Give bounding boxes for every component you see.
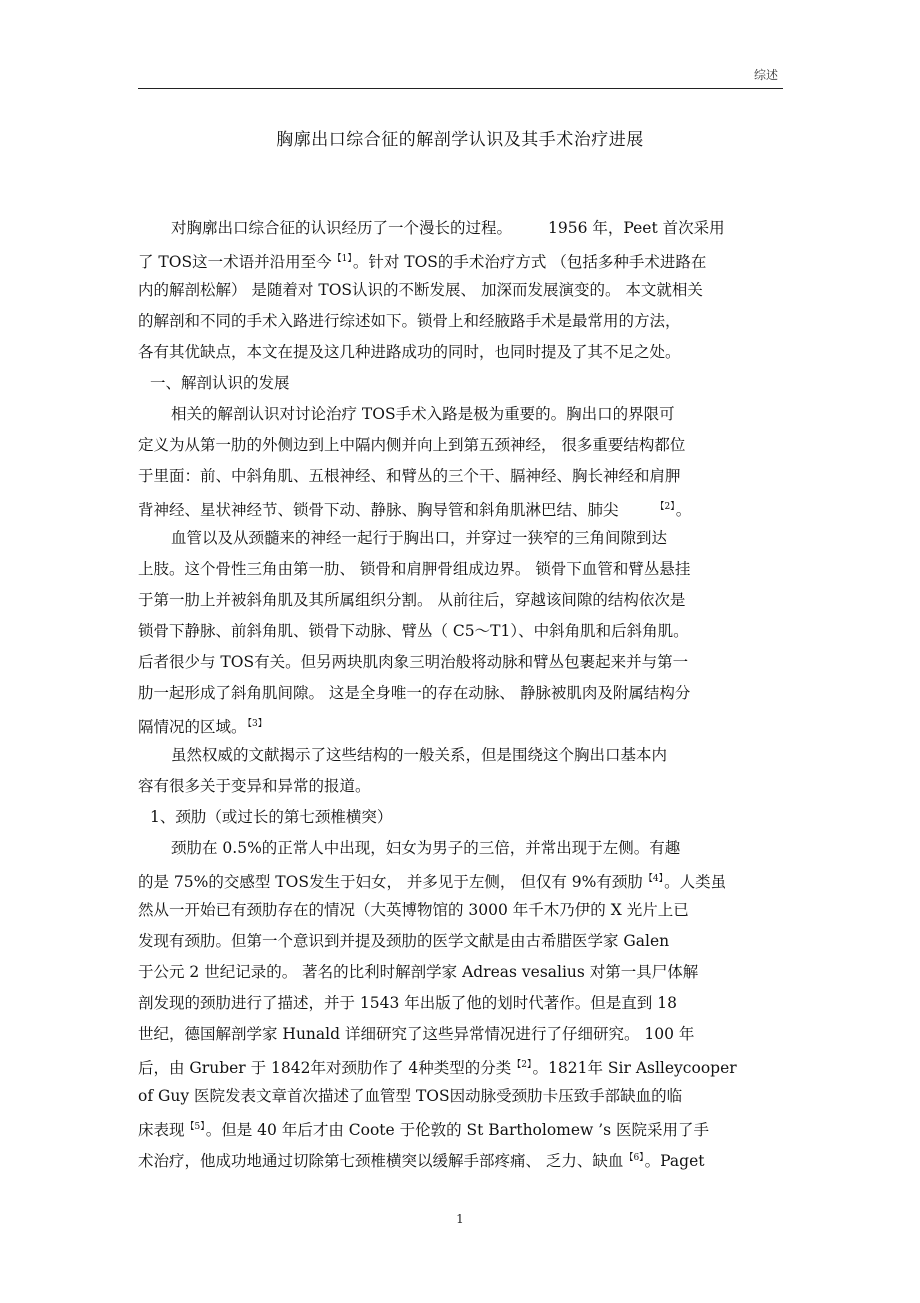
body-line xyxy=(138,1112,783,1143)
section-tag: 综述 xyxy=(754,68,779,82)
citation-ref: 【1】 xyxy=(332,254,352,264)
text-span: 。 xyxy=(675,501,692,519)
body-line xyxy=(138,213,783,244)
citation-ref: 【4】 xyxy=(643,874,664,884)
citation-ref: 【5】 xyxy=(185,1122,205,1132)
text-span: 后，由 Gruber 于 1842年对颈肋作了 4种类型的分类 xyxy=(138,1059,512,1077)
citation-ref: 【2】 xyxy=(512,1060,532,1070)
text-span: 床表现 xyxy=(138,1121,185,1139)
body-line xyxy=(138,244,783,275)
body-line: 颈肋在 0.5%的正常人中出现，妇女为男子的三倍，并常出现于左侧。有趣 xyxy=(171,839,681,857)
body-line xyxy=(138,1050,783,1081)
body-line: 容有很多关于变异和异常的报道。 xyxy=(138,777,371,795)
subsection-heading: 1、颈肋（或过长的第七颈椎横突） xyxy=(150,808,393,826)
text-span: 1956 年，Peet 首次采用 xyxy=(548,219,725,237)
text-span: 对胸廓出口综合征的认识经历了一个漫长的过程。 xyxy=(171,219,513,237)
body-line: 发现有颈肋。但第一个意识到并提及颈肋的医学文献是由古希腊医学家 Galen xyxy=(138,932,670,950)
body-line: 剖发现的颈肋进行了描述，并于 1543 年出版了他的划时代著作。但是直到 18 xyxy=(138,994,677,1012)
text-span: 。Paget xyxy=(644,1152,705,1170)
body-line: 的解剖和不同的手术入路进行综述如下。锁骨上和经腋路手术是最常用的方法， xyxy=(138,312,681,330)
body-line: 虽然权威的文献揭示了这些结构的一般关系，但是围绕这个胸出口基本内 xyxy=(171,746,668,764)
body-line: 世纪，德国解剖学家 Hunald 详细研究了这些异常情况进行了仔细研究。 100 年 xyxy=(138,1025,695,1043)
citation-ref: 【6】 xyxy=(624,1153,644,1163)
body-line: 内的解剖松解） 是随着对 TOS认识的不断发展、 加深而发展演变的。 本文就相关 xyxy=(138,281,703,299)
body-line: 上肢。这个骨性三角由第一肋、 锁骨和肩胛骨组成边界。 锁骨下血管和臂丛悬挂 xyxy=(138,560,691,578)
text-span: 术治疗，他成功地通过切除第七颈椎横突以缓解手部疼痛、 乏力、缺血 xyxy=(138,1152,624,1170)
citation-ref: 【2】 xyxy=(655,502,675,512)
body-line: 于第一肋上并被斜角肌及其所属组织分割。 从前往后，穿越该间隙的结构依次是 xyxy=(138,591,686,609)
header-divider xyxy=(138,88,783,89)
body-line: of Guy 医院发表文章首次描述了血管型 TOS因动脉受颈肋卡压致手部缺血的临 xyxy=(138,1087,683,1105)
article-title: 胸廓出口综合征的解剖学认识及其手术治疗进展 xyxy=(276,130,644,150)
body-line: 血管以及从颈髓来的神经一起行于胸出口，并穿过一狭窄的三角间隙到达 xyxy=(171,529,668,547)
body-line xyxy=(138,492,783,523)
body-line: 于里面：前、中斜角肌、五根神经、和臂丛的三个干、膈神经、胸长神经和肩胛 xyxy=(138,467,681,485)
body-line: 锁骨下静脉、前斜角肌、锁骨下动脉、臂丛（ C5～T1）、中斜角肌和后斜角肌。 xyxy=(138,622,689,640)
body-line xyxy=(138,864,783,895)
text-span: 。针对 TOS的手术治疗方式 （包括多种手术进路在 xyxy=(352,253,707,271)
article-body xyxy=(138,213,783,1174)
citation-ref: 【3】 xyxy=(247,719,267,729)
body-line: 于公元 2 世纪记录的。 著名的比利时解剖学家 Adreas vesalius 对第一具尸体解 xyxy=(138,963,699,981)
body-line xyxy=(138,1143,783,1174)
text-span: 的是 75%的交感型 TOS发生于妇女， 并多见于左侧， 但仅有 9%有颈肋 xyxy=(138,873,643,891)
body-line: 肋一起形成了斜角肌间隙。 这是全身唯一的存在动脉、 静脉被肌肉及附属结构分 xyxy=(138,684,691,702)
body-line: 各有其优缺点，本文在提及这几种进路成功的同时，也同时提及了其不足之处。 xyxy=(138,343,681,361)
section-heading: 一、解剖认识的发展 xyxy=(150,374,290,392)
text-span: 。1821年 Sir Aslleycooper xyxy=(532,1059,737,1077)
text-span: 。但是 40 年后才由 Coote 于伦敦的 St Bartholomew ’s 医院采用了手 xyxy=(205,1121,710,1139)
body-line: 定义为从第一肋的外侧边到上中隔内侧并向上到第五颈神经， 很多重要结构都位 xyxy=(138,436,686,454)
text-span: 。人类虽 xyxy=(664,873,727,891)
body-line xyxy=(138,709,783,740)
body-line: 相关的解剖认识对讨论治疗 TOS手术入路是极为重要的。胸出口的界限可 xyxy=(171,405,675,423)
text-span: 隔情况的区域。 xyxy=(138,718,247,736)
body-line: 后者很少与 TOS有关。但另两块肌肉象三明治般将动脉和臂丛包裹起来并与第一 xyxy=(138,653,689,671)
text-span: 背神经、星状神经节、锁骨下动、静脉、胸导管和斜角肌淋巴结、肺尖 xyxy=(138,501,619,519)
page-number: 1 xyxy=(456,1212,464,1226)
text-span: 了 TOS这一术语并沿用至今 xyxy=(138,253,332,271)
body-line: 然从一开始已有颈肋存在的情况（大英博物馆的 3000 年千木乃伊的 X 光片上已 xyxy=(138,901,689,919)
